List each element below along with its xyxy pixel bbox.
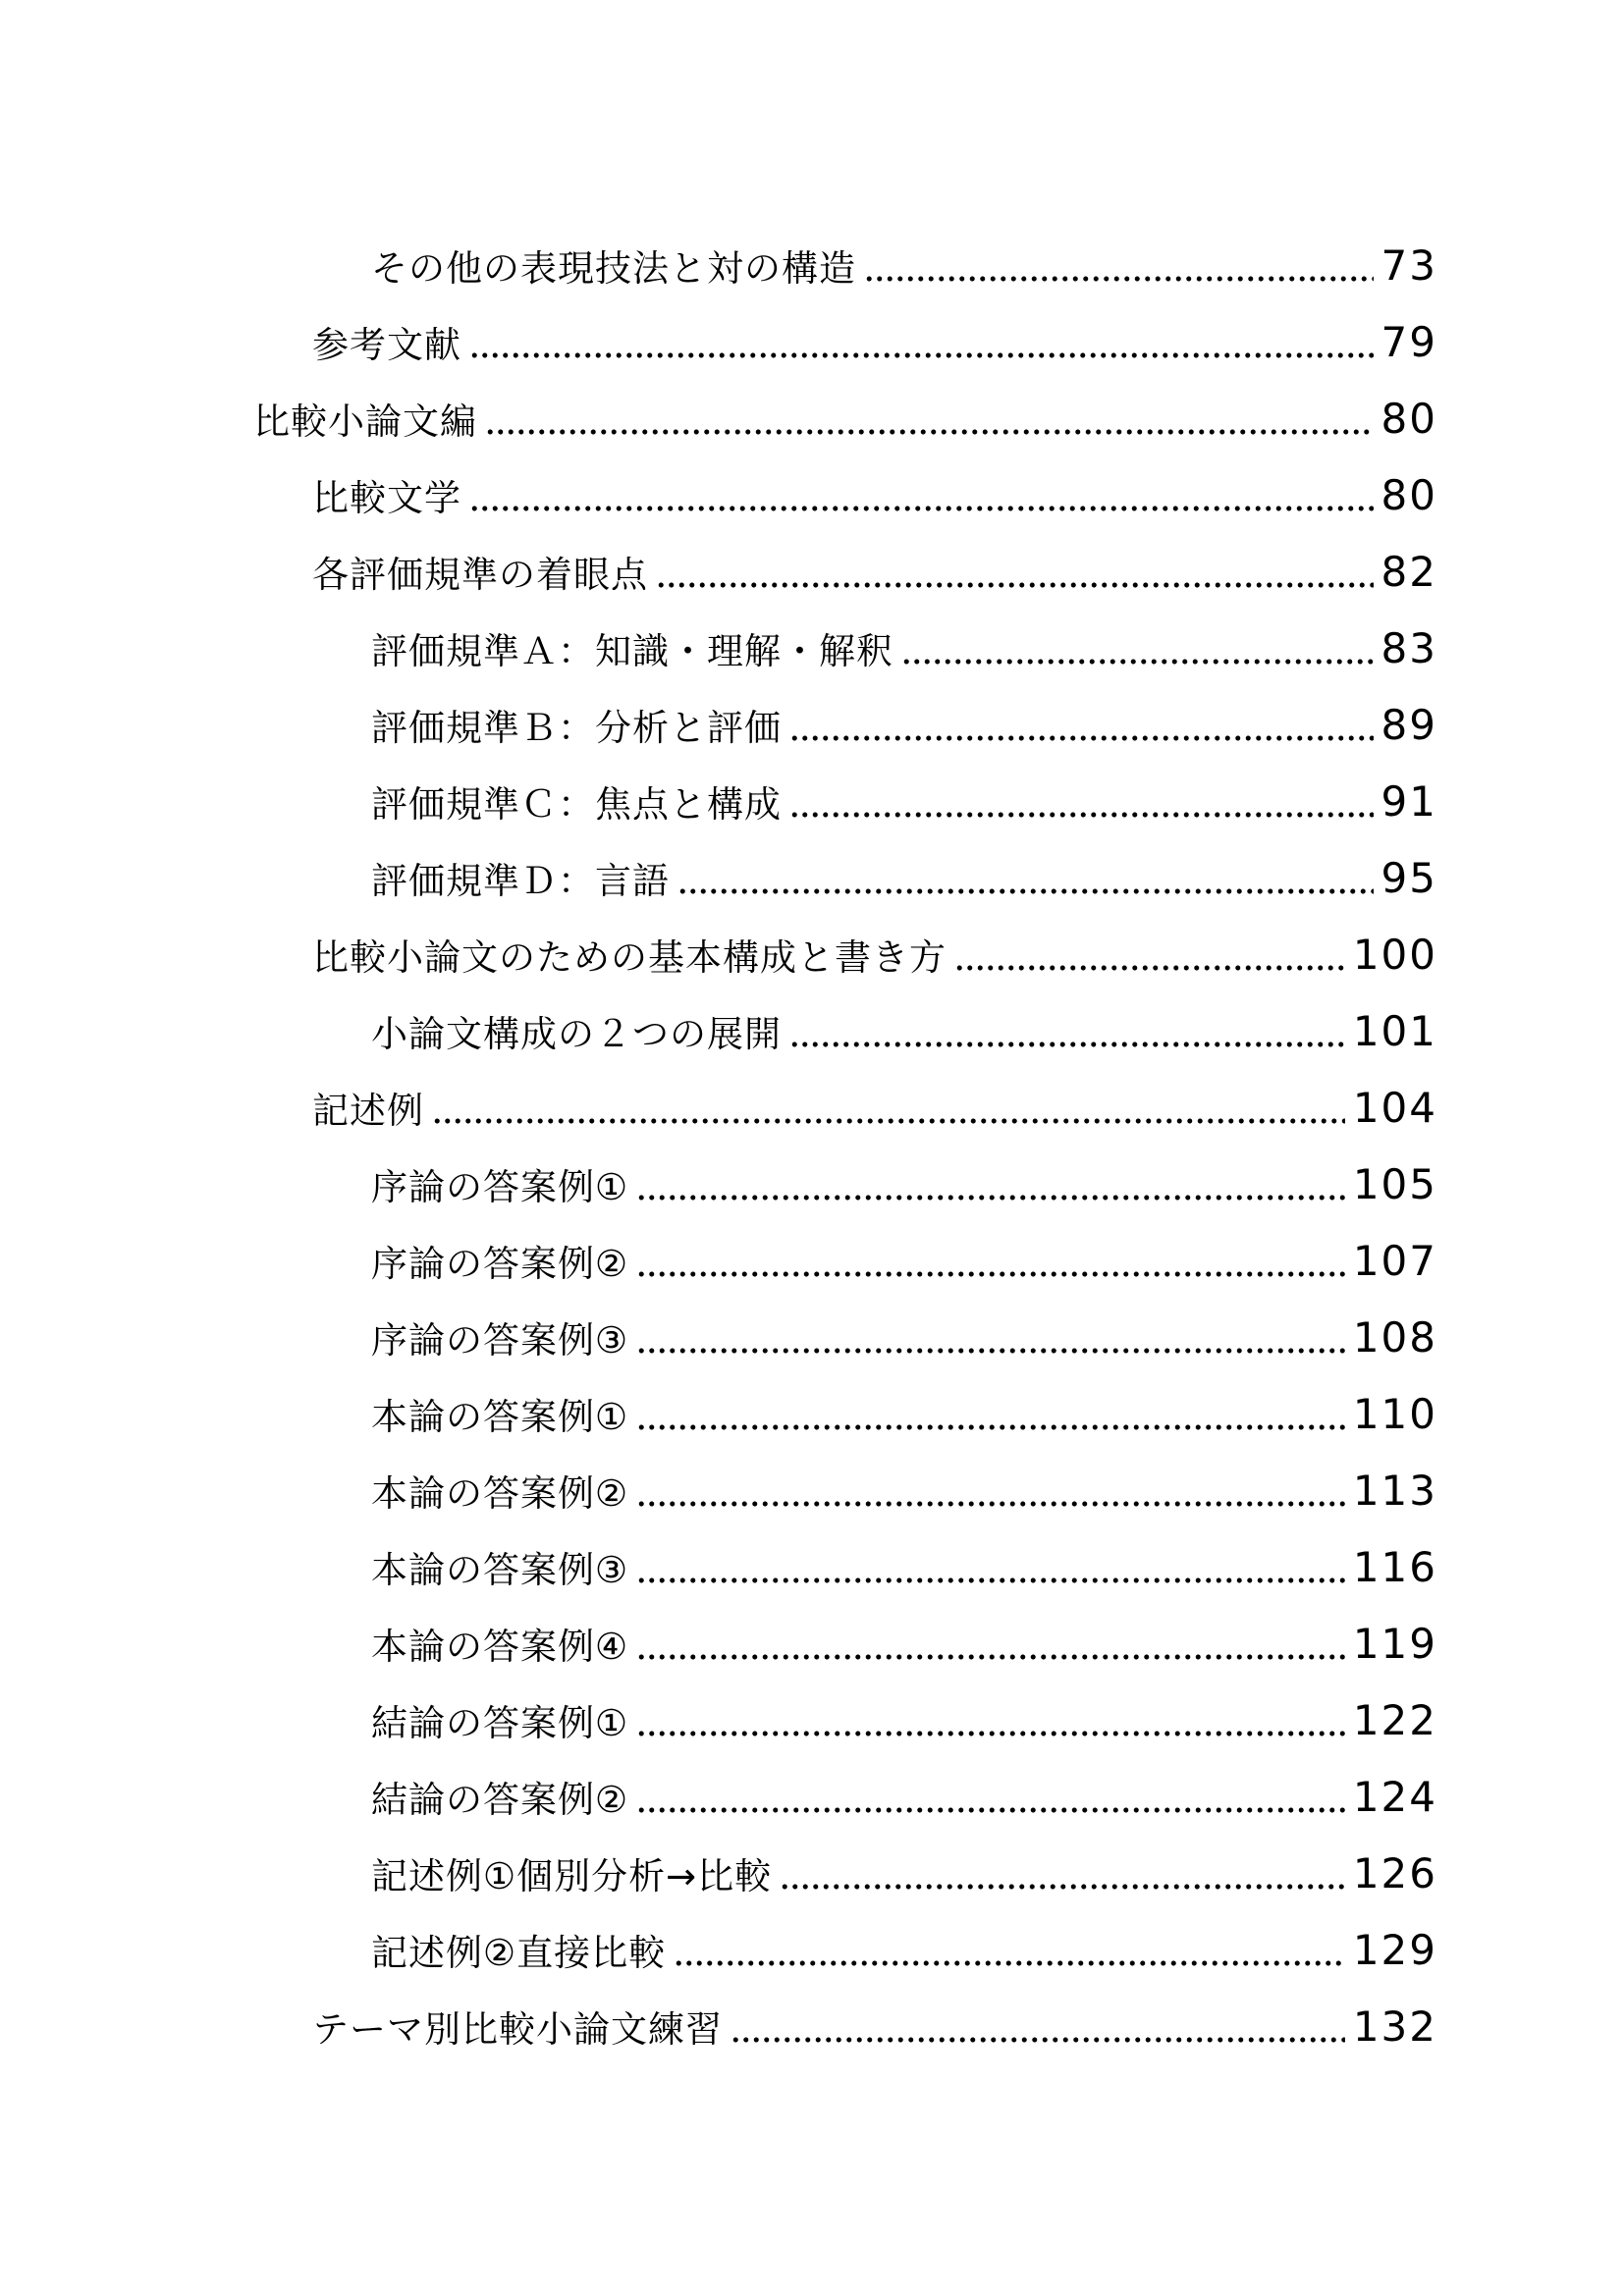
toc-entry-title: 評価規準Ｃ：焦点と構成 <box>371 783 782 826</box>
toc-entry-page: 132 <box>1352 2002 1437 2051</box>
dot-leader <box>636 1807 1345 1813</box>
toc-entry-page: 79 <box>1380 318 1437 366</box>
toc-entry-page: 91 <box>1380 777 1437 826</box>
toc-entry-title: 記述例②直接比較 <box>371 1932 667 1974</box>
toc-entry-title: 小論文構成の２つの展開 <box>371 1013 782 1055</box>
toc-entry-title: 本論の答案例② <box>371 1472 629 1515</box>
toc-entry-page: 113 <box>1352 1467 1437 1515</box>
toc-entry-title: 結論の答案例① <box>371 1702 629 1744</box>
toc-entry-page: 108 <box>1352 1313 1437 1362</box>
toc-entry[interactable] <box>371 1147 1437 1208</box>
toc-entry-page: 122 <box>1352 1696 1437 1744</box>
toc-entry-title: 評価規準Ｂ：分析と評価 <box>371 707 782 749</box>
toc-entry-page: 104 <box>1352 1084 1437 1132</box>
dot-leader <box>636 1424 1345 1430</box>
toc-entry-title: 評価規準Ａ：知識・理解・解釈 <box>371 630 893 672</box>
toc-entry-page: 80 <box>1380 471 1437 519</box>
toc-entry-title: 序論の答案例③ <box>371 1319 629 1362</box>
dot-leader <box>789 1041 1345 1047</box>
toc-entry[interactable] <box>371 1223 1437 1285</box>
toc-entry[interactable] <box>312 1989 1437 2051</box>
toc-entry-title: 比較文学 <box>312 477 461 519</box>
toc-entry-title: テーマ別比較小論文練習 <box>312 2008 723 2051</box>
dot-leader <box>677 888 1374 894</box>
toc-entry[interactable] <box>371 1836 1437 1895</box>
toc-entry[interactable] <box>371 764 1437 826</box>
toc-entry-page: 105 <box>1352 1160 1437 1208</box>
toc-entry-title: 結論の答案例② <box>371 1779 629 1821</box>
toc-entry[interactable] <box>371 687 1437 749</box>
toc-entry-title: 序論の答案例② <box>371 1243 629 1285</box>
toc-entry-page: 107 <box>1352 1237 1437 1285</box>
dot-leader <box>636 1195 1345 1201</box>
toc-entry-title: 本論の答案例④ <box>371 1626 629 1668</box>
toc-entry-page: 83 <box>1380 624 1437 672</box>
dot-leader <box>485 429 1374 435</box>
toc-entry-title: その他の表現技法と対の構造 <box>371 247 856 290</box>
dot-leader <box>636 1654 1345 1660</box>
toc-entry[interactable] <box>371 840 1437 902</box>
toc-entry[interactable] <box>371 1529 1437 1591</box>
dot-leader <box>636 1577 1345 1583</box>
toc-entry-page: 101 <box>1352 1007 1437 1055</box>
toc-entry-title: 本論の答案例③ <box>371 1549 629 1591</box>
toc-entry-page: 80 <box>1380 395 1437 443</box>
toc-entry[interactable] <box>371 1606 1437 1668</box>
toc-entry[interactable] <box>312 917 1437 979</box>
toc-entry[interactable] <box>371 1912 1437 1974</box>
toc-entry-title: 記述例 <box>312 1090 424 1132</box>
toc-entry-page: 126 <box>1352 1849 1437 1897</box>
toc-entry-page: 124 <box>1352 1773 1437 1821</box>
toc-entry[interactable] <box>371 1453 1437 1515</box>
toc-entry[interactable] <box>253 381 1437 443</box>
toc-entry[interactable] <box>371 1759 1437 1821</box>
toc-entry-title: 本論の答案例① <box>371 1396 629 1438</box>
dot-leader <box>674 1960 1345 1966</box>
dot-leader <box>656 582 1374 588</box>
dot-leader <box>636 1501 1345 1507</box>
dot-leader <box>636 1731 1345 1736</box>
toc-entry[interactable] <box>371 228 1437 290</box>
dot-leader <box>789 812 1374 818</box>
dot-leader <box>954 965 1345 971</box>
toc-entry-title: 比較小論文編 <box>253 400 477 443</box>
toc-entry-page: 95 <box>1380 854 1437 902</box>
dot-leader <box>636 1271 1345 1277</box>
toc-entry[interactable] <box>312 1070 1437 1132</box>
dot-leader <box>901 659 1374 665</box>
toc-entry-page: 73 <box>1380 241 1437 290</box>
dot-leader <box>731 2037 1345 2043</box>
toc-entry[interactable] <box>371 993 1437 1055</box>
dot-leader <box>780 1884 1345 1890</box>
toc-entry-title: 各評価規準の着眼点 <box>312 554 648 596</box>
toc-entry-page: 100 <box>1352 931 1437 979</box>
dot-leader <box>864 276 1374 282</box>
toc-entry-page: 110 <box>1352 1390 1437 1438</box>
toc-entry-title: 比較小論文のための基本構成と書き方 <box>312 936 947 979</box>
toc-entry-title: 序論の答案例① <box>371 1166 629 1208</box>
dot-leader <box>469 506 1374 511</box>
toc-entry[interactable] <box>312 457 1437 519</box>
dot-leader <box>432 1118 1345 1124</box>
toc-entry[interactable] <box>312 534 1437 596</box>
toc-entry[interactable] <box>371 611 1437 672</box>
dot-leader <box>636 1348 1345 1354</box>
toc-entry[interactable] <box>371 1682 1437 1744</box>
toc-entry-page: 119 <box>1352 1620 1437 1668</box>
dot-leader <box>789 735 1374 741</box>
toc-entry-page: 89 <box>1380 701 1437 749</box>
toc-entry[interactable] <box>371 1376 1437 1438</box>
toc-entry-title: 評価規準Ｄ：言語 <box>371 860 670 902</box>
toc-entry-title: 参考文献 <box>312 324 461 366</box>
toc-entry-page: 82 <box>1380 548 1437 596</box>
toc-entry[interactable] <box>312 304 1437 366</box>
dot-leader <box>469 352 1374 358</box>
toc-entry[interactable] <box>371 1300 1437 1362</box>
toc-entry-page: 129 <box>1352 1926 1437 1974</box>
toc-entry-title: 記述例①個別分析→比較 <box>371 1855 773 1897</box>
toc-entry-page: 116 <box>1352 1543 1437 1591</box>
